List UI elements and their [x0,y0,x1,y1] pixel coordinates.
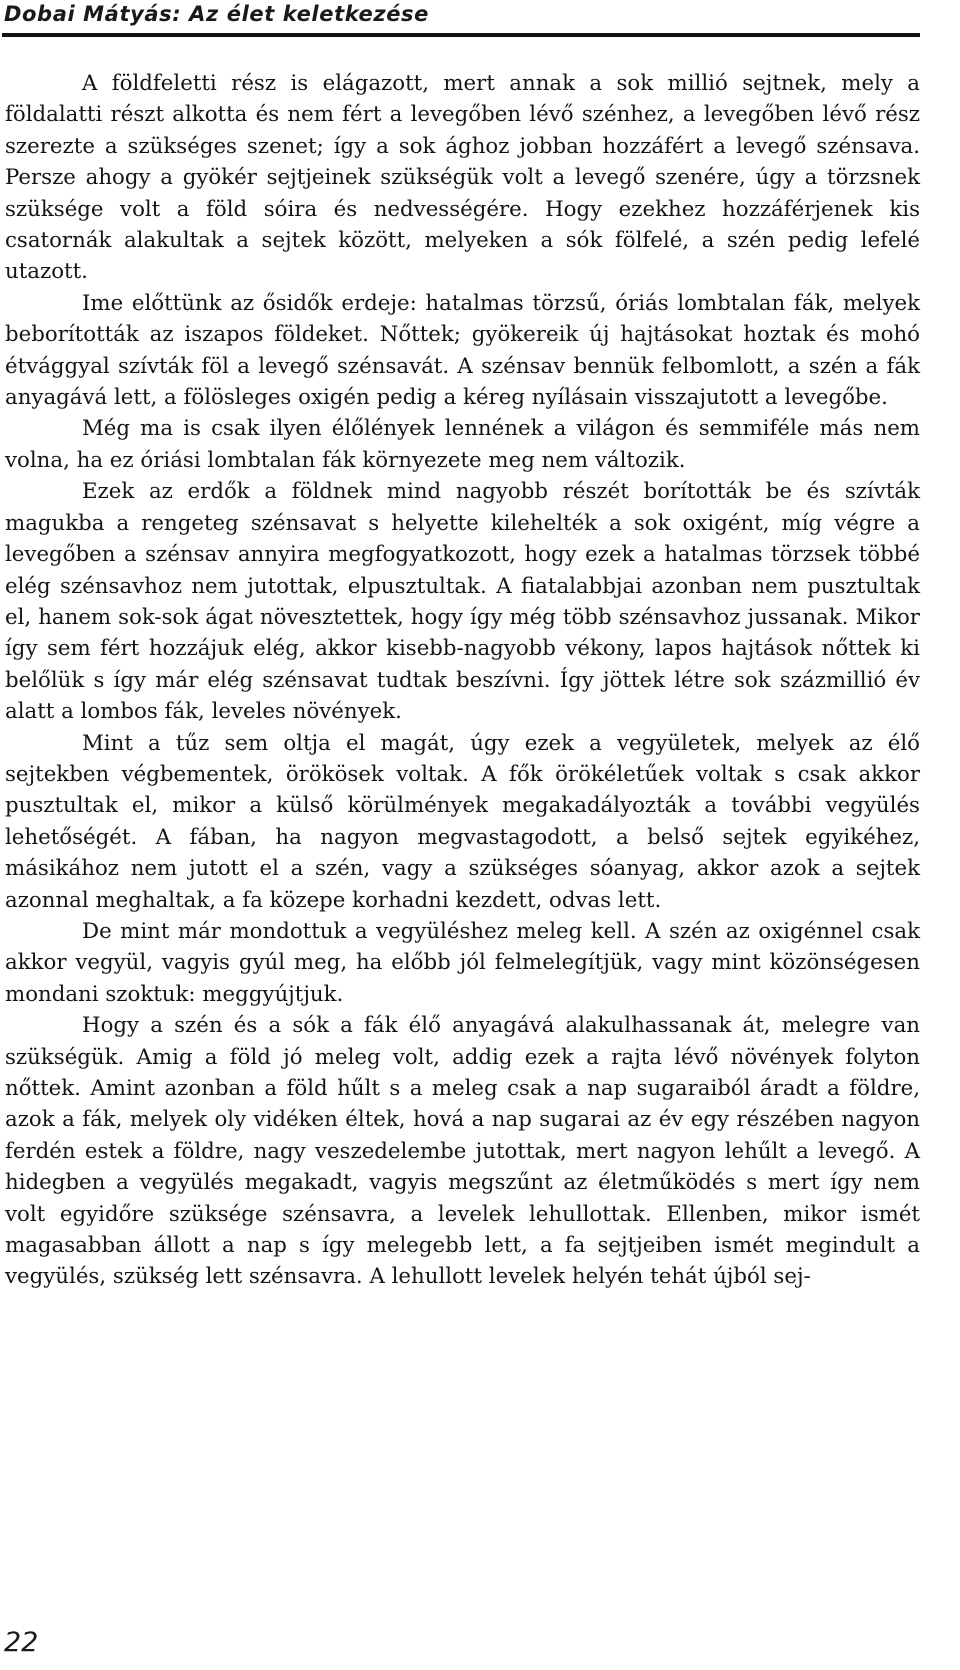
running-title: Dobai Mátyás: Az élet keletkezése [4,2,429,26]
paragraph: Ezek az erdők a földnek mind nagyobb részét borították be és szívták magukba a rengeteg szénsavat s helyette kilehelték a sok oxigént, míg végre a levegőben a szénsav annyira megfogyatkozott, hogy ezek a hatalmas törzsek többé elég szénsavhoz nem jutottak, elpusztultak. A fiatalabbjai azonban nem pusztultak el, hanem sok-sok ágat növesztettek, hogy így még több szénsavhoz jussanak. Mikor így sem fért hozzájuk elég, akkor kisebb-nagyobb vékony, lapos hajtások nőttek ki belőlük s így már elég szénsavat tudtak beszívni. Így jöttek létre sok százmillió év alatt a lombos fák, leveles növények. [5,479,920,725]
paragraph: De mint már mondottuk a vegyüléshez meleg kell. A szén az oxigénnel csak akkor vegyül, vagyis gyúl meg, ha előbb jól felmelegítjük, vagy mint közönségesen mondani szoktuk: meggyújtjuk. [5,918,920,1007]
paragraph: Hogy a szén és a sók a fák élő anyagává alakulhassanak át, melegre van szükségük. Amig a föld jó meleg volt, addig ezek a rajta lévő növények folyton nőttek. Amint azonban a föld hűlt s a meleg csak a nap sugaraiból áradt a földre, azok a fák, melyek oly vidéken éltek, hová a nap sugarai az év egy részében nagyon ferdén estek a földre, nagy veszedelembe jutottak, mert nagyon lehűlt a levegő. A hidegben a vegyülés megakadt, vagyis megszűnt az életműködés s mert így nem volt egyidőre szüksége szénsavra, a levelek lehullottak. Ellenben, mikor ismét magasabban állott a nap s így melegebb lett, a fa sejtjeiben ismét megindult a vegyülés, szükség lett szénsavra. A lehullott levelek helyén tehát újból sej- [5,1013,920,1290]
header-rule [2,33,920,37]
page-number: 22 [4,1627,39,1658]
body-text [5,68,920,1293]
paragraph: A földfeletti rész is elágazott, mert annak a sok millió sejtnek, mely a földalatti részt alkotta és nem fért a levegőben lévő szénhez, a levegőben lévő rész szerezte a szükséges szenet; így a sok ághoz jobban hozzáfért a levegő szénsava. Persze ahogy a gyökér sejtjeinek szükségük volt a levegő szenére, úgy a törzsnek szüksége volt a föld sóira és nedvességére. Hogy ezekhez hozzáférjenek kis csatornák alakultak a sejtek között, melyeken a sók fölfelé, a szén pedig lefelé utazott. [5,71,920,285]
paragraph: Ime előttünk az ősidők erdeje: hatalmas törzsű, óriás lombtalan fák, melyek beborították az iszapos földeket. Nőttek; gyökereik új hajtásokat hoztak és mohó étvággyal szívták föl a levegő szénsavát. A szénsav bennük felbomlott, a szén a fák anyagává lett, a fölösleges oxigén pedig a kéreg nyílásain visszajutott a levegőbe. [5,290,920,411]
paragraph: Mint a tűz sem oltja el magát, úgy ezek a vegyületek, melyek az élő sejtekben végbementek, örökösek voltak. A fők örökéletűek voltak s csak akkor pusztultak el, mikor a külső körülmények megakadályozták a további vegyülés lehetőségét. A fában, ha nagyon megvastagodott, a belső sejtek egyikéhez, másikához nem jutott el a szén, vagy a szükséges sóanyag, akkor azok a sejtek azonnal meghaltak, a fa közepe korhadni kezdett, odvas lett. [5,730,920,913]
paragraph: Még ma is csak ilyen élőlények lennének a világon és semmiféle más nem volna, ha ez óriási lombtalan fák környezete meg nem változik. [5,416,920,473]
